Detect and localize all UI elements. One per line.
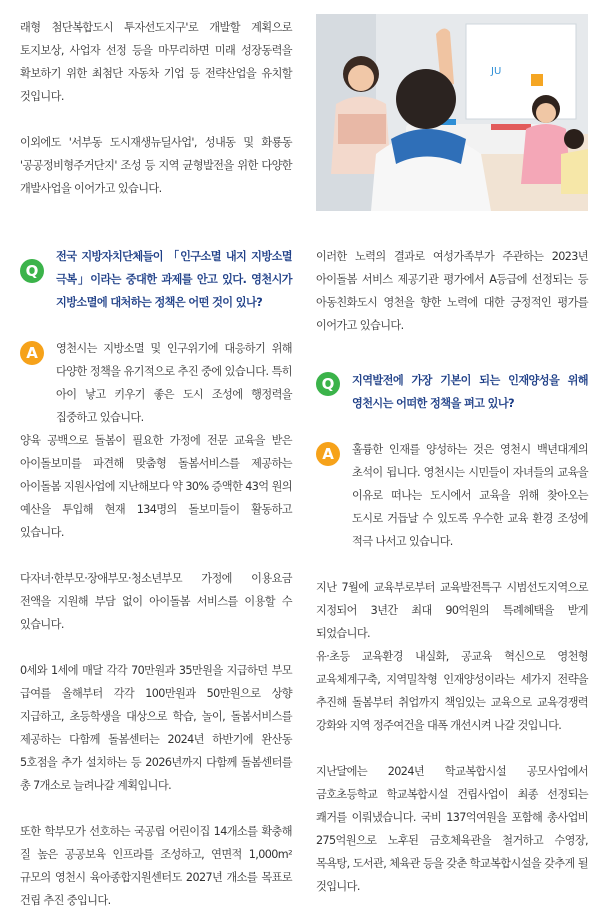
- right-paragraph-1: 이러한 노력의 결과로 여성가족부가 주관하는 2023년 아이돌봄 서비스 제공기관 평가에서 A등급에 선정되는 등 아동친화도시 영천을 향한 노력에 대한 긍정적인 평가를 이어가고 있습니다.: [316, 250, 588, 332]
- answer-text-1: 영천시는 지방소멸 및 인구위기에 대응하기 위해 다양한 정책을 유기적으로 추진 중에 있습니다. 특히 아이 낳고 키우기 좋은 도시 조성에 행정력을 집중하고 있습니다.: [56, 342, 292, 424]
- question-badge: Q: [316, 372, 340, 396]
- question-block-2: [316, 369, 588, 415]
- answer-paragraph-4: 또한 학부모가 선호하는 국공립 어린이집 14개소를 확충해 질 높은 공공보육 인프라를 조성하고, 연면적 1,000m² 규모의 영천시 육아종합지원센터도 2027년 개소를 목표로 건립 추진 중입니다.: [20, 825, 292, 907]
- right-answer-paragraph-1: 지난 7월에 교육부로부터 교육발전특구 시범선도지역으로 지정되어 3년간 최대 90억원의 특례혜택을 받게 되었습니다.: [316, 581, 588, 640]
- right-answer-paragraph-3: 지난달에는 2024년 학교복합시설 공모사업에서 금호초등학교 학교복합시설 건립사업이 최종 선정되는 쾌거를 이뤄냈습니다. 국비 137억여원을 포함해 총사업비 275억원으로 노후된 금호체육관을 철거하고 수영장, 목욕탕, 도서관, 체육관 등을 갖춘 학교복합시설을 갖추게 될 것입니다.: [316, 765, 588, 893]
- question-text-1: 전국 지방자치단체들이 「인구소멸 내지 지방소멸 극복」이라는 중대한 과제를 안고 있다. 영천시가 지방소멸에 대처하는 정책은 어떤 것이 있나?: [56, 250, 292, 309]
- classroom-photo-illustration: [316, 14, 588, 211]
- question-block-1: [20, 245, 292, 314]
- answer-block-2: [316, 438, 588, 553]
- answer-paragraph-3: 0세와 1세에 매달 각각 70만원과 35만원을 지급하던 부모 급여를 올해부터 각각 100만원과 50만원으로 상향 지급하고, 초등학생을 대상으로 학습, 놀이, 돌봄서비스를 제공하는 다함께 돌봄센터는 2024년 하반기에 완산동 5호점을 추가 설치하는 등 2026년까지 다함께 돌봄센터를 총 7개소로 늘려나갈 계획입니다.: [20, 664, 292, 792]
- classroom-photo: [316, 14, 588, 211]
- intro-paragraph-2: 이외에도 '서부동 도시재생뉴딜사업', 성내동 및 화룡동 '공공정비형주거단지' 조성 등 지역 균형발전을 위한 다양한 개발사업을 이어가고 있습니다.: [20, 136, 292, 195]
- intro-paragraph-1: 래형 첨단복합도시 투자선도지구'로 개발할 계획으로 토지보상, 사업자 선정 등을 마무리하면 미래 성장동력을 확보하기 위한 최첨단 자동차 기업 등 전략산업을 유치할 것입니다.: [20, 21, 292, 103]
- answer-badge: A: [316, 442, 340, 466]
- right-column: [316, 245, 588, 898]
- answer-paragraph-1: 양육 공백으로 돌봄이 필요한 가정에 전문 교육을 받은 아이돌보미를 파견해 맞춤형 돌봄서비스를 제공하는 아이돌봄 지원사업에 지난해보다 약 30% 증액한 43억 원의 예산을 투입해 현재 134명의 돌보미들이 활동하고 있습니다.: [20, 434, 292, 539]
- question-badge: Q: [20, 259, 44, 283]
- answer-block-1: [20, 337, 292, 429]
- answer-badge: A: [20, 341, 44, 365]
- svg-text:JU: JU: [491, 66, 502, 77]
- left-column: [20, 16, 292, 912]
- right-answer-paragraph-2: 유·초등 교육환경 내실화, 공교육 혁신으로 영천형 교육체계구축, 지역밀착형 인재양성이라는 세가지 전략을 추진해 돌봄부터 취업까지 책임있는 교육으로 교육경쟁력 강화와 지역 정주여건을 대폭 개선시켜 나갈 것입니다.: [316, 650, 588, 732]
- question-text-2: 지역발전에 가장 기본이 되는 인재양성을 위해 영천시는 어떠한 정책을 펴고 있나?: [352, 374, 588, 410]
- answer-paragraph-2: 다자녀·한부모·장애부모·청소년부모 가정에 이용요금 전액을 지원해 부담 없이 아이돌봄 서비스를 이용할 수 있습니다.: [20, 572, 292, 631]
- answer-text-2: 훌륭한 인재를 양성하는 것은 영천시 백년대계의 초석이 됩니다. 영천시는 시민들이 자녀들의 교육을 이유로 떠나는 도시에서 교육을 위해 찾아오는 도시로 거듭날 수 있도록 우수한 교육 환경 조성에 적극 나서고 있습니다.: [352, 443, 588, 548]
